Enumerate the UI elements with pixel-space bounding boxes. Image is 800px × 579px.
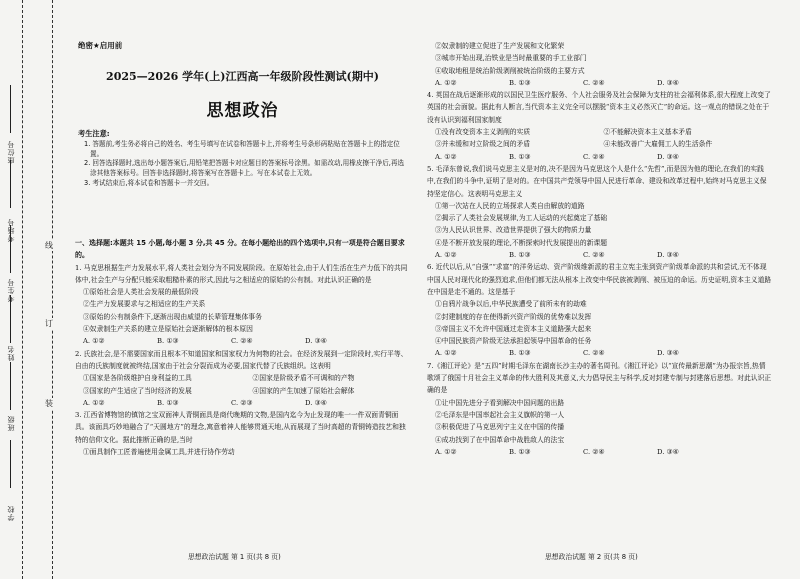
subject-title: 思想政治 [206,101,279,121]
option: ③国家的产生适应了当时经济的发展 [83,386,192,395]
answer-c: C. ②④ [583,152,605,161]
answer-choices [75,397,412,409]
option: ③帝国主义不允许中国通过走资本主义道路强大起来 [435,324,592,333]
answer-c: C. ②④ [231,337,253,346]
field-line [10,160,11,208]
field-class: 班级 [7,415,15,431]
answer-d: D. ③④ [657,349,679,358]
option: ④成功找到了在中国革命中战胜敌人的法宝 [435,435,565,444]
option: ②生产力发展要求与之相适应的生产关系 [83,300,206,309]
answer-c: C. ②④ [583,251,605,260]
cut-word-line: 线 [45,241,53,250]
left-column [75,237,412,458]
option: ④奴隶制生产关系的建立是原始社会逐渐解体的根本原因 [83,325,253,334]
option: ②揭示了人类社会发展规律,为工人运动的兴起奠定了基础 [435,214,608,223]
answer-b: B. ①③ [157,398,179,407]
answer-choices [75,335,412,347]
option: ②不能解决资本主义基本矛盾 [603,128,692,137]
answer-d: D. ③④ [657,152,679,161]
option: ①面具制作工匠普遍使用金属工具,并进行协作劳动 [83,448,235,457]
question-1: 1. 马克思根据生产力发展水平,将人类社会划分为不同发展阶段。在原始社会,由于人们生活在生产力低下的共同体中,社会生产与分配只能采取粗糙朴素的形式,因此与之相适应的原始的公有制。对此认识正确的是 [75,263,408,284]
binding-margin [0,0,58,579]
margin-dashed-line [22,0,23,579]
option-pair [75,385,412,397]
option: ③并未缓和对立阶级之间的矛盾 [435,140,531,149]
option: ①自鸦片战争以后,中华民族遭受了前所未有的劫难 [435,300,587,309]
answer-b: B. ①③ [509,78,531,87]
option: ①第一次站在人民的立场探求人类自由解放的道路 [435,201,585,210]
answer-c: C. ②④ [583,349,605,358]
answer-choices [427,446,772,458]
answer-choices [427,151,772,163]
question-7: 7.《湘江评论》是“五四”时期毛泽东在湖南长沙主办的著名周刊。《湘江评论》以“宣传最新思潮”为办报宗旨,热情歌颂了俄国十月社会主义革命的伟大胜利及其意义,大力倡导民主与科学,反对封建专制与封建落后思想。对此认识正确的是 [427,361,772,395]
option: ②国家是阶级矛盾不可调和的产物 [252,374,355,383]
note-item: 1. 答题前,考生务必将自己的姓名、考生号填写在试卷和答题卡上,并将考生号条形码粘贴在答题卡上的指定位置。 [84,139,400,158]
field-line [10,225,11,273]
question-6: 6. 近代以后,从“自强”“求富”的洋务运动、资产阶级维新派的君主立宪主张到资产阶级革命派的共和尝试,无不体现中国人民对现代化的强烈追求,但他们都无法从根本上改变中华民族被剥削、被压迫的命运。历史证明,资本主义道路在中国是走不通的。这是基于 [427,263,772,296]
answer-a: A. ①② [435,251,457,260]
field-line [10,440,11,488]
answer-c: C. ②③ [231,398,253,407]
cut-word-pack: 装 [45,399,53,408]
section-heading: 一、选择题:本题共 15 小题,每小题 3 分,共 45 分。在每小题给出的四个选项中,只有一项是符合题目要求的。 [75,239,405,260]
cut-dashed-line [52,0,53,579]
option: ③为人民认识世界、改造世界提供了强大的物质力量 [435,226,592,235]
note-item: 2. 回答选择题时,选出每小题答案后,用铅笔把答题卡对应题目的答案标号涂黑。如需改动,用橡皮擦干净后,再选涂其他答案标号。回答非选择题时,将答案写在答题卡上。写在本试卷上无效。 [84,159,405,178]
answer-c: C. ②④ [583,78,605,87]
field-room-number: 考场号 [7,218,15,242]
answer-a: A. ①② [435,349,457,358]
option: ③城市开始出现,治铁业是当时最重要的手工业部门 [435,54,587,63]
option: ②奴隶制的建立促进了生产发展和文化繁荣 [435,42,565,50]
field-school: 学校 [7,505,15,521]
answer-d: D. ③④ [305,337,327,346]
answer-a: A. ①② [435,447,457,456]
option-pair [75,372,412,384]
answer-a: A. ①② [83,398,105,407]
option: ①没有改变资本主义剥削的实质 [435,128,531,137]
answer-a: A. ①② [435,78,457,87]
option: ③积极促进了马克思列宁主义在中国的传播 [435,423,565,432]
option: ①国家是各阶级维护自身利益的工具 [83,374,192,383]
answer-b: B. ①③ [509,251,531,260]
answer-choices [427,77,772,89]
answer-choices [427,347,772,359]
answer-d: D. ③④ [305,398,327,407]
field-name: 姓名 [7,345,15,361]
option: ④收取地租是统治阶级剥削被统治阶级的主要方式 [435,66,585,75]
answer-b: B. ①③ [157,337,179,346]
field-student-number: 考生号 [7,278,15,302]
answer-d: D. ③④ [657,447,679,456]
notes-heading: 考生注意: [78,129,110,138]
field-line [10,295,11,343]
question-4: 4. 英国在战后逐渐形成的以国民卫生医疗服务、个人社会服务及社会保障为支柱的社会福利体系,很大程度上改变了英国的社会面貌。据此有人断言,当代资本主义完全可以摆脱“资本主义必然灭亡”的命运。这一观点的错误之处在于没有认识到福利国家制度 [427,91,771,124]
option: ②封建制度的存在使得新兴资产阶级的优势难以发挥 [435,312,592,321]
answer-b: B. ①③ [509,447,531,456]
right-column [427,40,772,458]
answer-a: A. ①② [83,337,105,346]
field-seat-number: 座位号 [7,140,15,164]
question-2: 2. 氏族社会,是不需要国家而且根本不知道国家和国家权力为何物的社会。在经济发展到一定阶段时,实行平等、自由的氏族制度就被终结,国家由于社会分裂而成为必要,国家代替了氏族组织。这表明 [75,349,408,370]
option-pair [427,126,772,138]
candidate-notes [78,129,408,189]
answer-d: D. ③④ [657,251,679,260]
note-item: 3. 考试结束后,将本试卷和答题卡一并交回。 [84,178,214,187]
answer-a: A. ①② [435,152,457,161]
answer-b: B. ①③ [509,349,531,358]
confidential-mark: 绝密★启用前 [78,41,123,50]
option: ②毛泽东是中国率起社会主义旗帜的第一人 [435,410,565,419]
answer-choices [427,249,772,261]
answer-c: C. ②④ [583,447,605,456]
answer-b: B. ①③ [509,152,531,161]
page-footer-right: 思想政治试题 第 2 页(共 8 页) [545,553,638,561]
field-line [10,85,11,133]
option: ④是不断开放发展的理论,不断探索时代发展提出的新课题 [435,238,608,247]
question-3: 3. 江西省博物馆的镇馆之宝双面神人青铜面具是商代晚期的文物,是国内迄今为止发现的唯一一件双面青铜面具。该面具巧妙地融合了“天圆地方”的理念,寓意着神人能够贯通天地,从而展现了当时高超的青铜铸造技艺和独特的信仰文化。据此推断正确的是,当时 [75,411,406,444]
exam-title: 2025—2026 学年(上)江西高一年级阶段性测试(期中) [106,70,379,83]
question-5: 5. 毛泽东曾说,我们说马克思主义是对的,决不是因为马克思这个人是什么“先哲”,而是因为他的理论,在我们的实践中,在我们的斗争中,证明了是对的。在中国共产党领导中国人民进行革命、建设和改革过程中,始终对马克思主义保持坚定信心。这表明马克思主义 [427,164,767,198]
option: ④未能改善广大雇佣工人的生活条件 [603,140,713,149]
answer-d: D. ③④ [657,78,679,87]
field-line [10,362,11,410]
page-footer-left: 思想政治试题 第 1 页(共 8 页) [188,553,281,561]
option: ④中国民族资产阶级无法承担起领导中国革命的任务 [435,337,592,346]
option: ①原始社会是人类社会发展的最低阶段 [83,288,199,297]
option: ③原始的公有制条件下,逐渐出现由威望的长辈管理集体事务 [83,312,262,321]
option: ①让中国先进分子看到解决中国问题的出路 [435,398,565,407]
cut-word-bind: 订 [45,319,53,328]
option-pair [427,138,772,150]
option: ④国家的产生加速了原始社会解体 [252,386,355,395]
